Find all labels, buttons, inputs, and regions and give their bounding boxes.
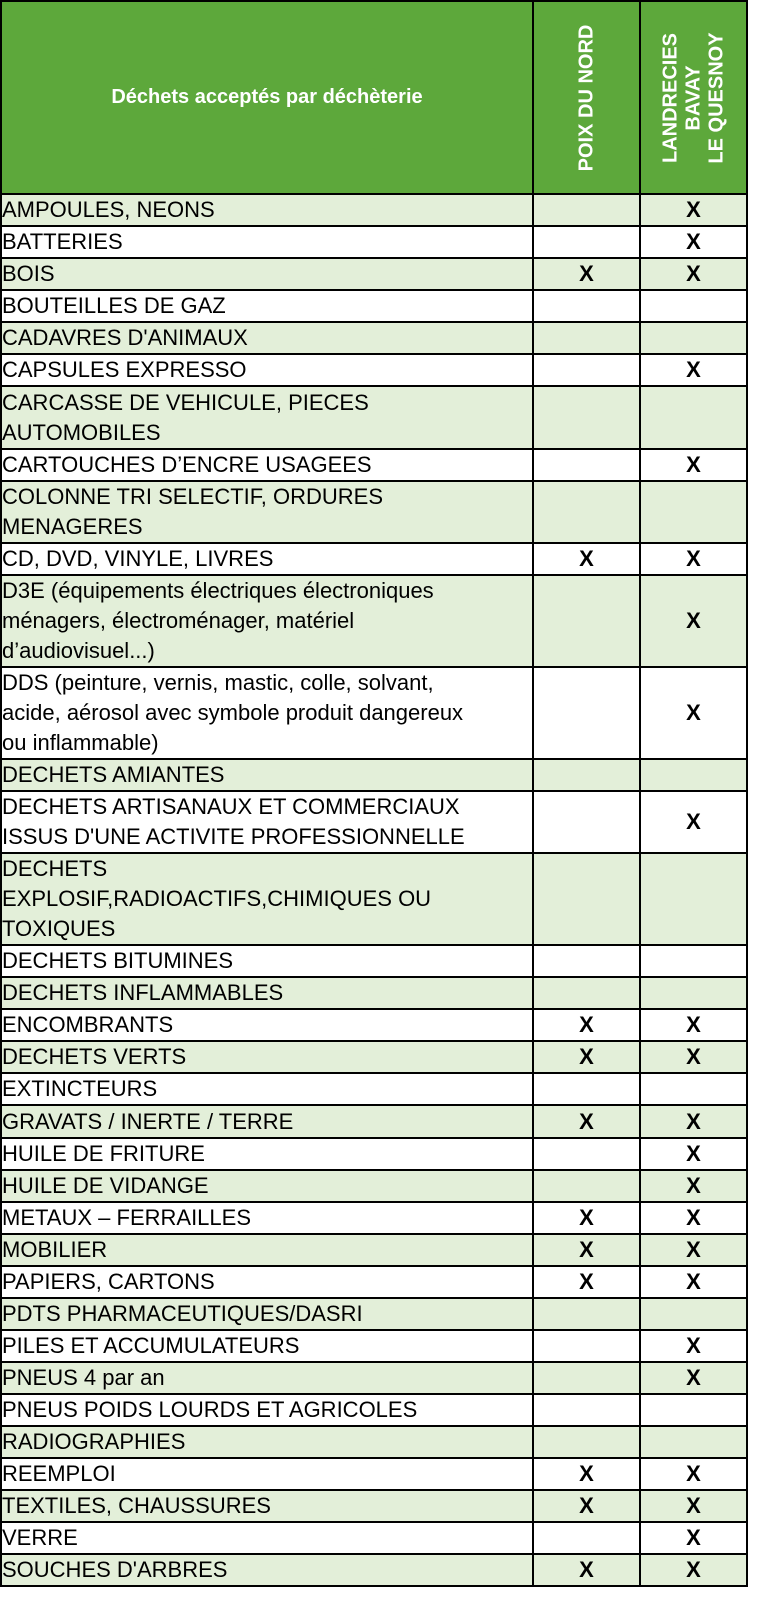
waste-type-label: DECHETS INFLAMMABLES bbox=[1, 977, 533, 1009]
landrecies-bavay-le-quesnoy-mark: X bbox=[640, 1490, 747, 1522]
waste-type-label: MOBILIER bbox=[1, 1234, 533, 1266]
landrecies-bavay-le-quesnoy-mark bbox=[640, 1298, 747, 1330]
table-row bbox=[1, 1138, 747, 1170]
poix-du-nord-mark: X bbox=[533, 1266, 640, 1298]
table-row bbox=[1, 791, 747, 853]
table-row bbox=[1, 945, 747, 977]
table-row bbox=[1, 194, 747, 226]
table-row bbox=[1, 1298, 747, 1330]
landrecies-bavay-le-quesnoy-mark: X bbox=[640, 1522, 747, 1554]
landrecies-bavay-le-quesnoy-mark: X bbox=[640, 1458, 747, 1490]
landrecies-bavay-le-quesnoy-mark bbox=[640, 945, 747, 977]
landrecies-bavay-le-quesnoy-mark bbox=[640, 1073, 747, 1105]
table-title: Déchets acceptés par déchèterie bbox=[1, 1, 533, 194]
landrecies-bavay-le-quesnoy-mark: X bbox=[640, 1330, 747, 1362]
landrecies-bavay-le-quesnoy-mark bbox=[640, 322, 747, 354]
table-row bbox=[1, 1041, 747, 1073]
table-row bbox=[1, 290, 747, 322]
landrecies-bavay-le-quesnoy-mark: X bbox=[640, 1138, 747, 1170]
waste-type-label: VERRE bbox=[1, 1522, 533, 1554]
poix-du-nord-mark bbox=[533, 1426, 640, 1458]
waste-type-label: PNEUS 4 par an bbox=[1, 1362, 533, 1394]
table-row bbox=[1, 1522, 747, 1554]
poix-du-nord-mark bbox=[533, 575, 640, 667]
poix-du-nord-mark: X bbox=[533, 1234, 640, 1266]
poix-du-nord-mark bbox=[533, 945, 640, 977]
poix-du-nord-mark bbox=[533, 386, 640, 449]
column-header-landrecies-bavay-le-quesnoy bbox=[640, 1, 747, 194]
landrecies-bavay-le-quesnoy-mark: X bbox=[640, 226, 747, 258]
poix-du-nord-mark bbox=[533, 1330, 640, 1362]
landrecies-bavay-le-quesnoy-mark: X bbox=[640, 1009, 747, 1041]
landrecies-bavay-le-quesnoy-mark bbox=[640, 290, 747, 322]
poix-du-nord-mark bbox=[533, 354, 640, 386]
landrecies-bavay-le-quesnoy-mark: X bbox=[640, 354, 747, 386]
waste-type-label: CARTOUCHES D’ENCRE USAGEES bbox=[1, 449, 533, 481]
landrecies-bavay-le-quesnoy-mark bbox=[640, 759, 747, 791]
landrecies-bavay-le-quesnoy-mark: X bbox=[640, 667, 747, 759]
waste-type-label: D3E (équipements électriques électroniques ménagers, électroménager, matériel d’audiovisuel...) bbox=[1, 575, 533, 667]
header-row bbox=[1, 1, 747, 194]
table-body bbox=[1, 194, 747, 1586]
landrecies-bavay-le-quesnoy-mark: X bbox=[640, 1266, 747, 1298]
waste-type-label: ENCOMBRANTS bbox=[1, 1009, 533, 1041]
poix-du-nord-mark bbox=[533, 1394, 640, 1426]
waste-type-label: DDS (peinture, vernis, mastic, colle, solvant, acide, aérosol avec symbole produit dangereux ou inflammable) bbox=[1, 667, 533, 759]
waste-type-label: CARCASSE DE VEHICULE, PIECES AUTOMOBILES bbox=[1, 386, 533, 449]
waste-type-label: TEXTILES, CHAUSSURES bbox=[1, 1490, 533, 1522]
waste-type-label: RADIOGRAPHIES bbox=[1, 1426, 533, 1458]
table-row bbox=[1, 354, 747, 386]
waste-type-label: SOUCHES D'ARBRES bbox=[1, 1554, 533, 1586]
poix-du-nord-mark: X bbox=[533, 258, 640, 290]
table-row bbox=[1, 1234, 747, 1266]
table-row bbox=[1, 1362, 747, 1394]
poix-du-nord-mark bbox=[533, 1362, 640, 1394]
waste-type-label: BOUTEILLES DE GAZ bbox=[1, 290, 533, 322]
poix-du-nord-mark bbox=[533, 1522, 640, 1554]
landrecies-bavay-le-quesnoy-mark: X bbox=[640, 543, 747, 575]
landrecies-bavay-le-quesnoy-mark: X bbox=[640, 258, 747, 290]
landrecies-bavay-le-quesnoy-mark: X bbox=[640, 449, 747, 481]
landrecies-bavay-le-quesnoy-mark bbox=[640, 481, 747, 543]
poix-du-nord-mark bbox=[533, 1298, 640, 1330]
poix-du-nord-mark bbox=[533, 194, 640, 226]
poix-du-nord-mark bbox=[533, 1073, 640, 1105]
landrecies-bavay-le-quesnoy-mark: X bbox=[640, 1105, 747, 1138]
column-header-line-landrecies: LANDRECIES bbox=[659, 32, 681, 163]
table-row bbox=[1, 1426, 747, 1458]
table-row bbox=[1, 1458, 747, 1490]
poix-du-nord-mark bbox=[533, 322, 640, 354]
poix-du-nord-mark: X bbox=[533, 1041, 640, 1073]
poix-du-nord-mark bbox=[533, 1138, 640, 1170]
waste-type-label: EXTINCTEURS bbox=[1, 1073, 533, 1105]
waste-type-label: DECHETS BITUMINES bbox=[1, 945, 533, 977]
landrecies-bavay-le-quesnoy-mark: X bbox=[640, 575, 747, 667]
landrecies-bavay-le-quesnoy-mark bbox=[640, 386, 747, 449]
landrecies-bavay-le-quesnoy-mark: X bbox=[640, 1170, 747, 1202]
poix-du-nord-mark bbox=[533, 759, 640, 791]
table-row bbox=[1, 977, 747, 1009]
poix-du-nord-mark bbox=[533, 481, 640, 543]
table-row bbox=[1, 322, 747, 354]
waste-type-label: DECHETS ARTISANAUX ET COMMERCIAUX ISSUS D'UNE ACTIVITE PROFESSIONNELLE bbox=[1, 791, 533, 853]
column-header-line-bavay: BAVAY bbox=[682, 64, 704, 131]
table-row bbox=[1, 258, 747, 290]
poix-du-nord-mark: X bbox=[533, 1458, 640, 1490]
poix-du-nord-mark: X bbox=[533, 1009, 640, 1041]
waste-type-label: CADAVRES D'ANIMAUX bbox=[1, 322, 533, 354]
column-header-poix-du-nord-label: POIX DU NORD bbox=[575, 24, 597, 171]
waste-type-label: PAPIERS, CARTONS bbox=[1, 1266, 533, 1298]
waste-type-label: PDTS PHARMACEUTIQUES/DASRI bbox=[1, 1298, 533, 1330]
table-row bbox=[1, 226, 747, 258]
waste-type-label: METAUX – FERRAILLES bbox=[1, 1202, 533, 1234]
table-row bbox=[1, 543, 747, 575]
poix-du-nord-mark bbox=[533, 290, 640, 322]
landrecies-bavay-le-quesnoy-mark: X bbox=[640, 1554, 747, 1586]
landrecies-bavay-le-quesnoy-mark: X bbox=[640, 1202, 747, 1234]
poix-du-nord-mark: X bbox=[533, 543, 640, 575]
table-row bbox=[1, 853, 747, 945]
waste-type-label: CD, DVD, VINYLE, LIVRES bbox=[1, 543, 533, 575]
waste-type-label: DECHETS VERTS bbox=[1, 1041, 533, 1073]
table-row bbox=[1, 1554, 747, 1586]
poix-du-nord-mark bbox=[533, 791, 640, 853]
waste-type-label: HUILE DE VIDANGE bbox=[1, 1170, 533, 1202]
poix-du-nord-mark bbox=[533, 226, 640, 258]
table-row bbox=[1, 481, 747, 543]
waste-type-label: CAPSULES EXPRESSO bbox=[1, 354, 533, 386]
waste-type-label: REEMPLOI bbox=[1, 1458, 533, 1490]
poix-du-nord-mark bbox=[533, 853, 640, 945]
waste-type-label: BOIS bbox=[1, 258, 533, 290]
column-header-poix-du-nord bbox=[533, 1, 640, 194]
table-row bbox=[1, 1490, 747, 1522]
poix-du-nord-mark bbox=[533, 977, 640, 1009]
table-row bbox=[1, 1202, 747, 1234]
poix-du-nord-mark: X bbox=[533, 1490, 640, 1522]
landrecies-bavay-le-quesnoy-mark bbox=[640, 853, 747, 945]
table-row bbox=[1, 759, 747, 791]
landrecies-bavay-le-quesnoy-mark bbox=[640, 1394, 747, 1426]
landrecies-bavay-le-quesnoy-mark: X bbox=[640, 791, 747, 853]
table-row bbox=[1, 667, 747, 759]
waste-type-label: DECHETS EXPLOSIF,RADIOACTIFS,CHIMIQUES OU TOXIQUES bbox=[1, 853, 533, 945]
table-row bbox=[1, 1073, 747, 1105]
poix-du-nord-mark: X bbox=[533, 1105, 640, 1138]
poix-du-nord-mark: X bbox=[533, 1202, 640, 1234]
waste-type-label: BATTERIES bbox=[1, 226, 533, 258]
waste-type-label: AMPOULES, NEONS bbox=[1, 194, 533, 226]
landrecies-bavay-le-quesnoy-mark: X bbox=[640, 1234, 747, 1266]
poix-du-nord-mark bbox=[533, 1170, 640, 1202]
table-row bbox=[1, 1394, 747, 1426]
waste-type-label: COLONNE TRI SELECTIF, ORDURES MENAGERES bbox=[1, 481, 533, 543]
landrecies-bavay-le-quesnoy-mark: X bbox=[640, 1041, 747, 1073]
poix-du-nord-mark: X bbox=[533, 1554, 640, 1586]
table-row bbox=[1, 386, 747, 449]
table-row bbox=[1, 1170, 747, 1202]
table-row bbox=[1, 1330, 747, 1362]
landrecies-bavay-le-quesnoy-mark bbox=[640, 1426, 747, 1458]
landrecies-bavay-le-quesnoy-mark: X bbox=[640, 194, 747, 226]
waste-type-label: GRAVATS / INERTE / TERRE bbox=[1, 1105, 533, 1138]
waste-type-label: HUILE DE FRITURE bbox=[1, 1138, 533, 1170]
waste-type-label: DECHETS AMIANTES bbox=[1, 759, 533, 791]
table-row bbox=[1, 575, 747, 667]
table-row bbox=[1, 1105, 747, 1138]
waste-type-label: PNEUS POIDS LOURDS ET AGRICOLES bbox=[1, 1394, 533, 1426]
table-row bbox=[1, 1266, 747, 1298]
waste-type-label: PILES ET ACCUMULATEURS bbox=[1, 1330, 533, 1362]
table-row bbox=[1, 449, 747, 481]
table-row bbox=[1, 1009, 747, 1041]
poix-du-nord-mark bbox=[533, 449, 640, 481]
landrecies-bavay-le-quesnoy-mark bbox=[640, 977, 747, 1009]
column-header-line-le-quesnoy: LE QUESNOY bbox=[705, 31, 727, 164]
poix-du-nord-mark bbox=[533, 667, 640, 759]
landrecies-bavay-le-quesnoy-mark: X bbox=[640, 1362, 747, 1394]
